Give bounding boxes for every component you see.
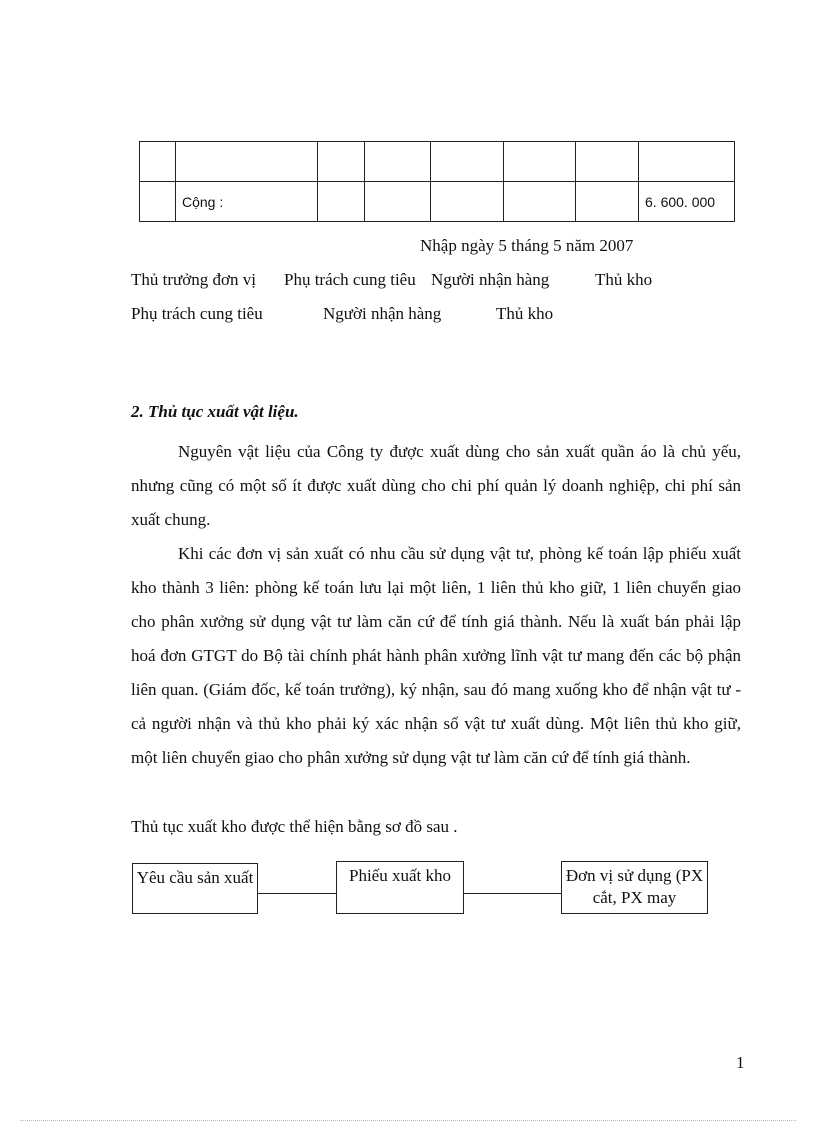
flow-box-issue-slip: Phiếu xuất kho (336, 861, 464, 914)
paragraph-1-text: Nguyên vật liệu của Công ty được xuất dùng cho sản xuất quần áo là chủ yếu, nhưng cũng có một số ít được xuất dùng cho chi phí quản lý doanh nghiệp, chi phí sản xuất chung. (131, 442, 741, 529)
table-cell (431, 182, 504, 222)
signature-receiver: Người nhận hàng (323, 304, 442, 323)
signature-supply-officer: Phụ trách cung tiêu (131, 304, 263, 323)
table-cell (318, 182, 365, 222)
date-line: Nhập ngày 5 tháng 5 năm 2007 (420, 236, 634, 255)
total-amount: 6. 600. 000 (639, 182, 735, 222)
table-cell (576, 142, 639, 182)
signature-storekeeper: Thủ kho (595, 270, 653, 289)
table-cell (318, 142, 365, 182)
flow-box-user-unit: Đơn vị sử dụng (PX cắt, PX may (561, 861, 708, 914)
table-row (140, 142, 735, 182)
paragraph-1 (131, 435, 741, 537)
table-cell (431, 142, 504, 182)
diagram-intro: Thủ tục xuất kho được thể hiện bằng sơ đồ sau . (131, 817, 458, 836)
page-divider (20, 1120, 796, 1121)
signature-receiver: Người nhận hàng (431, 270, 550, 289)
table-cell (365, 182, 431, 222)
table-cell (140, 142, 176, 182)
flow-connector (464, 893, 561, 894)
paragraph-2 (131, 537, 741, 775)
total-label: Cộng : (176, 182, 318, 222)
signature-head-of-unit: Thủ trưởng đơn vị (131, 270, 256, 289)
signature-supply-officer: Phụ trách cung tiêu (284, 270, 416, 289)
page-number: 1 (736, 1053, 745, 1072)
table-cell (504, 142, 576, 182)
materials-table (139, 141, 735, 222)
table-cell (176, 142, 318, 182)
flow-connector (258, 893, 336, 894)
signature-storekeeper: Thủ kho (496, 304, 554, 323)
section-heading: 2. Thủ tục xuất vật liệu. (131, 402, 299, 421)
table-cell (576, 182, 639, 222)
table-cell (365, 142, 431, 182)
paragraph-2-text: Khi các đơn vị sản xuất có nhu cầu sử dụng vật tư, phòng kế toán lập phiếu xuất kho thành 3 liên: phòng kế toán lưu lại một liên, 1 liên thủ kho giữ, 1 liên chuyển giao cho phân xưởng sử dụng vật tư làm căn cứ để tính giá thành. Nếu là xuất bán phải lập hoá đơn GTGT do Bộ tài chính phát hành phân xưởng lĩnh vật tư mang đến các bộ phận liên quan. (Giám đốc, kế toán trưởng), ký nhận, sau đó mang xuống kho để nhận vật tư - cả người nhận và thủ kho phải ký xác nhận số vật tư xuất dùng. Một liên thủ kho giữ, một liên chuyển giao cho phân xưởng sử dụng vật tư làm căn cứ để tính giá thành. (131, 544, 741, 767)
table-cell (140, 182, 176, 222)
table-cell (504, 182, 576, 222)
table-cell (639, 142, 735, 182)
flow-box-production-request: Yêu cầu sản xuất (132, 863, 258, 914)
table-row (140, 182, 735, 222)
